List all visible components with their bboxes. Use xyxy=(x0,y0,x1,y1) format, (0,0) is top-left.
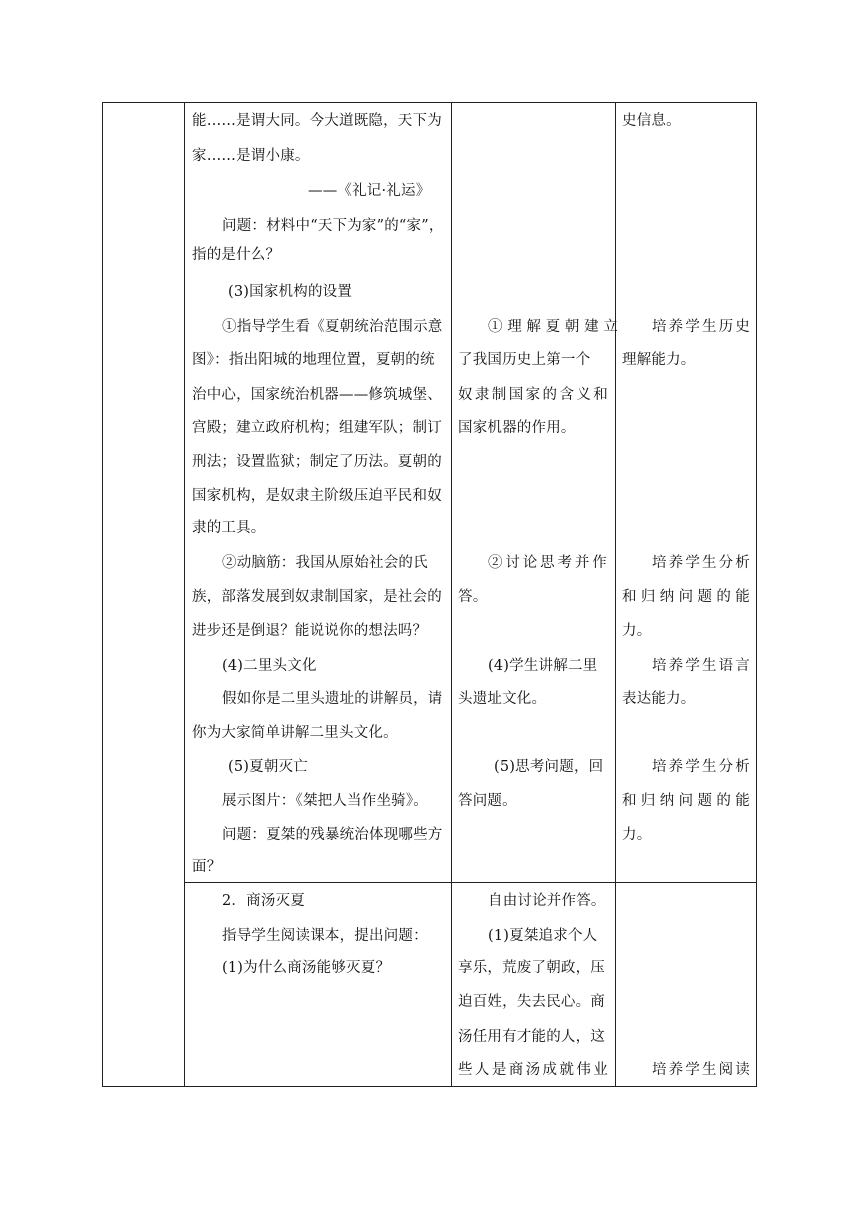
citation: ——《礼记·礼运》 xyxy=(308,183,431,199)
text-line: 假如你是二里头遗址的讲解员，请 xyxy=(222,691,443,707)
text-line: 展示图片：《桀把人当作坐骑》。 xyxy=(222,793,428,809)
text-line: (1)夏桀追求个人 xyxy=(488,928,598,944)
question-text: (1)为什么商汤能够灭夏？ xyxy=(222,960,391,976)
text-line: 培养学生历史 xyxy=(652,319,750,335)
question-text: 问题：夏桀的残暴统治体现哪些方 xyxy=(222,827,443,843)
text-line: 史信息。 xyxy=(622,113,681,129)
column-divider xyxy=(451,103,452,1086)
text-line: 表达能力。 xyxy=(622,691,696,707)
text-line: 汤任用有才能的人，这 xyxy=(458,1029,605,1045)
text-line: ①指导学生看《夏朝统治范围示意 xyxy=(222,319,443,335)
text-line: ①理解夏朝建立 xyxy=(488,319,618,335)
text-line: (5)思考问题，回 xyxy=(494,759,604,775)
question-text: 面？ xyxy=(192,859,222,875)
text-line: (4)学生讲解二里 xyxy=(488,658,598,674)
text-line: 力。 xyxy=(622,623,652,639)
text-line: 家……是谓小康。 xyxy=(192,148,310,164)
text-line: 族，部落发展到奴隶制国家，是社会的 xyxy=(192,589,442,605)
text-line: 治中心，国家统治机器——修筑城堡、 xyxy=(192,387,442,403)
text-line: 迫百姓，失去民心。商 xyxy=(458,994,605,1010)
text-line: 你为大家简单讲解二里头文化。 xyxy=(192,725,398,741)
subheading: (5)夏朝灭亡 xyxy=(228,759,308,775)
text-line: 理解能力。 xyxy=(622,352,696,368)
column-divider xyxy=(615,103,616,1086)
text-line: 进步还是倒退？能说说你的想法吗？ xyxy=(192,623,428,639)
text-line: 了我国历史上第一个 xyxy=(458,352,591,368)
text-line: 和归纳问题的能 xyxy=(622,589,750,605)
subheading: (3)国家机构的设置 xyxy=(228,284,353,300)
text-line: 些人是商汤成就伟业 xyxy=(458,1062,608,1078)
text-line: 指导学生阅读课本，提出问题： xyxy=(222,928,428,944)
text-line: 享乐，荒废了朝政，压 xyxy=(458,960,605,976)
column-divider xyxy=(184,103,185,1086)
text-line: 力。 xyxy=(622,827,652,843)
row-divider xyxy=(184,882,756,883)
text-line: 刑法；设置监狱；制定了历法。夏朝的 xyxy=(192,454,442,470)
text-line: 和归纳问题的能 xyxy=(622,793,750,809)
subheading: (4)二里头文化 xyxy=(222,658,317,674)
text-line: 答问题。 xyxy=(458,793,517,809)
text-line: 宫殿；建立政府机构；组建军队；制订 xyxy=(192,420,442,436)
text-line: 隶的工具。 xyxy=(192,520,266,536)
text-line: 答。 xyxy=(458,589,488,605)
text-line: 国家机构，是奴隶主阶级压迫平民和奴 xyxy=(192,488,442,504)
text-line: 能……是谓大同。今大道既隐，天下为 xyxy=(192,113,442,129)
text-line: ②讨论思考并作 xyxy=(488,555,607,571)
question-text: 指的是什么？ xyxy=(192,247,281,263)
section-heading: 2．商汤灭夏 xyxy=(222,893,305,909)
text-line: 奴隶制国家的含义和 xyxy=(458,387,608,403)
text-line: ②动脑筋：我国从原始社会的氏 xyxy=(222,555,428,571)
text-line: 自由讨论并作答。 xyxy=(488,893,606,909)
text-line: 培养学生分析 xyxy=(652,555,750,571)
text-line: 培养学生语言 xyxy=(652,658,750,674)
question-text: 问题：材料中“天下为家”的“家”， xyxy=(222,218,444,234)
text-line: 培养学生分析 xyxy=(652,759,750,775)
text-line: 图》：指出阳城的地理位置，夏朝的统 xyxy=(192,352,435,368)
text-line: 国家机器的作用。 xyxy=(458,420,576,436)
text-line: 培养学生阅读 xyxy=(652,1062,750,1078)
text-line: 头遗址文化。 xyxy=(458,691,547,707)
